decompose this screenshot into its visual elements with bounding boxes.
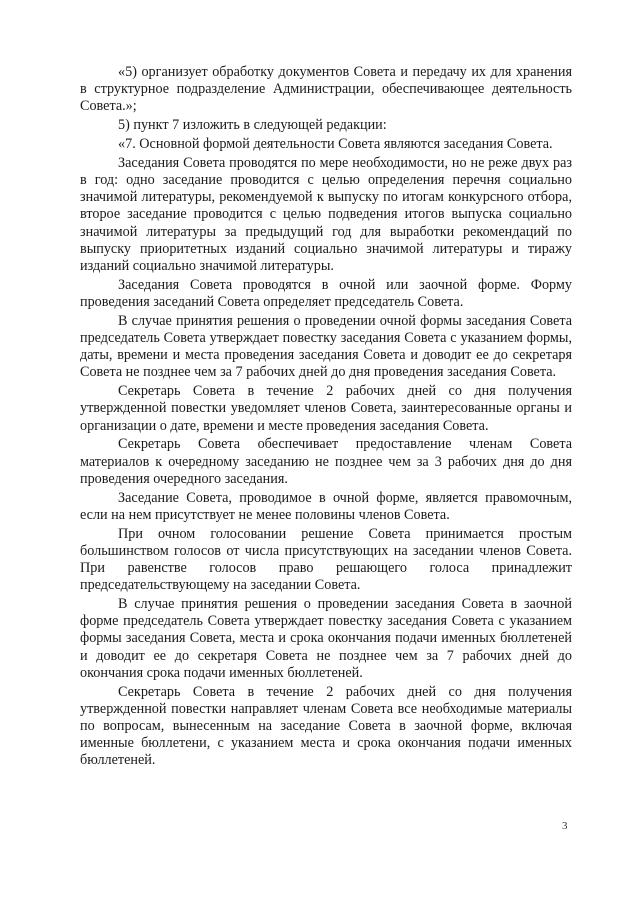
paragraph-item-5-amendment: 5) пункт 7 изложить в следующей редакции: bbox=[118, 117, 387, 134]
paragraph-quorum: Заседание Совета, проводимое в очной форме, является правомочным, если на нем присутствует не менее половины членов Совета. bbox=[80, 489, 572, 523]
paragraph-meeting-forms: Заседания Совета проводятся в очной или заочной форме. Форму проведения заседаний Совета определяет председатель Совета. bbox=[80, 276, 572, 311]
page-number: 3 bbox=[562, 820, 568, 832]
paragraph-absentee-materials: Секретарь Совета в течение 2 рабочих дней со дня получения утвержденной повестки направляет членам Совета все необходимые материалы по вопросам, вынесенным на заседание Совета в заочной форме, включая именные бюллетени, с указанием места и срока окончания подачи именных бюллетеней. bbox=[80, 683, 572, 769]
paragraph-clause-7-main-form: «7. Основной формой деятельности Совета являются заседания Совета. bbox=[118, 136, 553, 152]
paragraph-in-person-voting: При очном голосовании решение Совета принимается простым большинством голосов от числа присутствующих на заседании членов Совета. При равенстве голосов право решающего голоса принадлежит председательствующему на заседании Совета. bbox=[80, 525, 572, 594]
paragraph-secretary-notification: Секретарь Совета в течение 2 рабочих дней со дня получения утвержденной повестки уведомляет членов Совета, заинтересованные органы и организации о дате, времени и месте проведения заседания Совета. bbox=[80, 383, 572, 434]
paragraph-meeting-frequency: Заседания Совета проводятся по мере необходимости, но не реже двух раз в год: одно заседание проводится с целью определения перечня социально значимой литературы, рекомендуемой к выпуску по итогам конкурсного отбора, второе заседание проводится с целью подведения итогов выпуска социально значимой литературы за предыдущий год для выработки рекомендаций по выпуску приоритетных изданий социально значимой литературы и тиражу изданий социально значимой литературы. bbox=[80, 154, 572, 275]
document-body bbox=[80, 64, 572, 771]
paragraph-clause-5-archive: «5) организует обработку документов Совета и передачу их для хранения в структурное подразделение Администрации, обеспечивающее деятельность Совета.»; bbox=[80, 64, 572, 115]
paragraph-absentee-agenda: В случае принятия решения о проведении заседания Совета в заочной форме председатель Совета утверждает повестку заседания Совета с указанием формы заседания Совета, места и срока окончания подачи именных бюллетеней и доводит ее до секретаря Совета не позднее чем за 7 рабочих дней до окончания срока подачи именных бюллетеней. bbox=[80, 596, 572, 681]
paragraph-in-person-agenda: В случае принятия решения о проведении очной формы заседания Совета председатель Совета утверждает повестку заседания Совета с указанием формы, даты, времени и места проведения заседания Совета и доводит ее до секретаря Совета не позднее чем за 7 рабочих дней до дня проведения заседания Совета. bbox=[80, 312, 572, 381]
paragraph-materials-delivery: Секретарь Совета обеспечивает предоставление членам Совета материалов к очередному заседанию не позднее чем за 3 рабочих дня до дня проведения очередного заседания. bbox=[80, 436, 572, 487]
